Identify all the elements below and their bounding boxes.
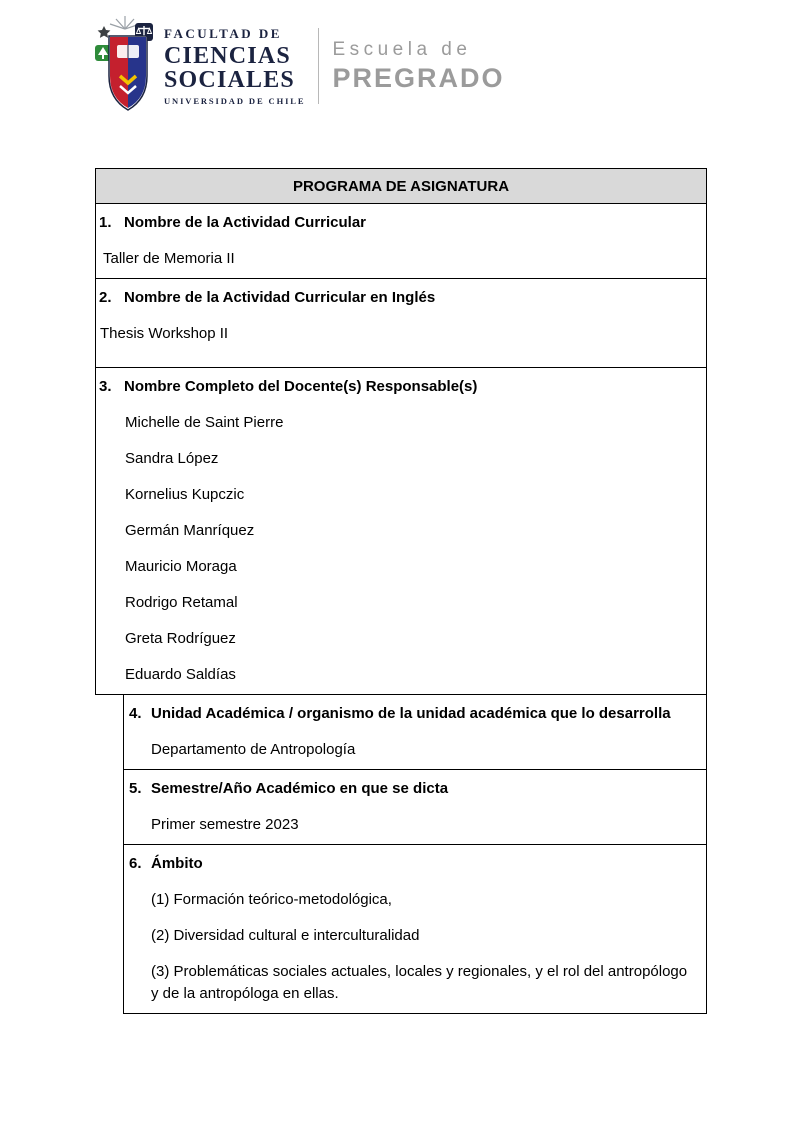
lecturer-name: Michelle de Saint Pierre — [125, 414, 284, 431]
section-label: Unidad Académica / organismo de la unidad académica que lo desarrolla — [151, 705, 671, 722]
faculty-line-3: SOCIALES — [164, 67, 295, 93]
section-1-heading — [99, 212, 694, 234]
university-shield-icon — [95, 14, 155, 118]
section-label: Ámbito — [151, 855, 203, 872]
section-row-2 — [95, 278, 707, 368]
lecturer-name: Mauricio Moraga — [125, 558, 237, 575]
faculty-line-1: FACULTAD DE — [164, 25, 282, 41]
faculty-line-2: CIENCIAS — [164, 42, 291, 69]
text-line: Primer semestre 2023 — [151, 816, 299, 833]
lecturer-name: Sandra López — [125, 450, 219, 467]
document-title: PROGRAMA DE ASIGNATURA — [292, 177, 510, 195]
section-row-5 — [123, 769, 707, 845]
lecturer-name: Kornelius Kupczic — [125, 486, 245, 503]
section-2-heading — [99, 287, 694, 309]
logo-divider — [318, 28, 319, 104]
text-line: Thesis Workshop II — [100, 325, 229, 342]
section-number: 5. — [129, 780, 142, 797]
section-label: Nombre Completo del Docente(s) Responsable(s) — [124, 378, 478, 395]
program-table — [95, 168, 707, 1014]
lecturer-name: Greta Rodríguez — [125, 630, 236, 647]
section-number: 4. — [129, 705, 142, 722]
university-name: UNIVERSIDAD DE CHILE — [164, 96, 306, 107]
section-4-heading — [129, 703, 694, 725]
faculty-wordmark — [164, 26, 305, 107]
section-label: Semestre/Año Académico en que se dicta — [151, 780, 449, 797]
ambit-item: (3) Problemáticas sociales actuales, locales y regionales, y el rol del antropólogo y de la antropóloga en ellas. — [151, 963, 688, 1002]
lecturer-name: Rodrigo Retamal — [125, 594, 238, 611]
section-row-4 — [123, 694, 707, 770]
text-line: Taller de Memoria II — [103, 250, 235, 267]
section-number: 3. — [99, 378, 112, 395]
section-number: 6. — [129, 855, 142, 872]
section-5-heading — [129, 778, 694, 800]
section-number: 2. — [99, 289, 112, 306]
section-row-3 — [95, 367, 707, 695]
lecturer-name: Eduardo Saldías — [125, 666, 236, 683]
school-wordmark — [332, 39, 504, 94]
school-line-1: Escuela de — [332, 38, 472, 60]
school-line-2: PREGRADO — [332, 62, 505, 93]
table-title-row — [95, 168, 707, 204]
ambit-item: (1) Formación teórico-metodológica, — [151, 891, 392, 908]
section-label: Nombre de la Actividad Curricular en Inglés — [124, 289, 436, 306]
shield-icon — [109, 36, 147, 110]
section-3-heading — [99, 376, 694, 398]
section-label: Nombre de la Actividad Curricular — [124, 214, 367, 231]
text-line: Departamento de Antropología — [151, 741, 356, 758]
section-6-heading — [129, 853, 694, 875]
section-row-1 — [95, 203, 707, 279]
university-logo — [95, 14, 504, 118]
section-row-6 — [123, 844, 707, 1014]
ambit-item: (2) Diversidad cultural e interculturalidad — [151, 927, 420, 944]
section-number: 1. — [99, 214, 112, 231]
lecturer-name: Germán Manríquez — [125, 522, 255, 539]
